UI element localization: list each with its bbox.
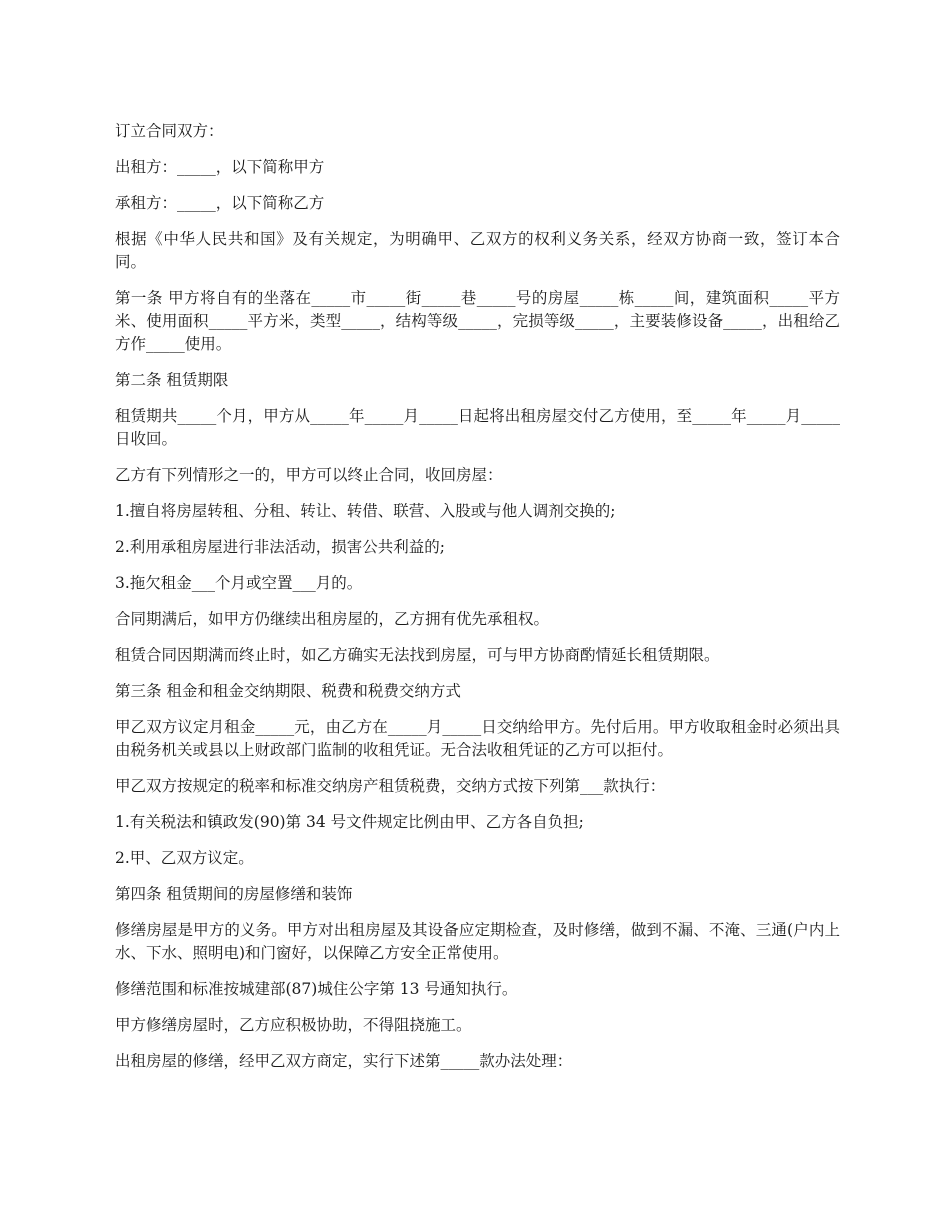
paragraph-article-1: 第一条 甲方将自有的坐落在_____市_____街_____巷_____号的房屋_____栋_____间，建筑面积_____平方米、使用面积_____平方米，类型_____，结构等级_____，完损等级_____，主要装修设备_____，出租给乙方作_____使用。 (115, 289, 840, 353)
paragraph-tax: 甲乙双方按规定的税率和标准交纳房产租赁税费，交纳方式按下列第___款执行： (115, 777, 666, 795)
paragraph-repair-scope: 修缮范围和标准按城建部(87)城住公字第 13 号通知执行。 (115, 980, 518, 998)
list-item-termination-1: 1.擅自将房屋转租、分租、转让、转借、联营、入股或与他人调剂交换的; (115, 502, 616, 520)
list-item-tax-1: 1.有关税法和镇政发(90)第 34 号文件规定比例由甲、乙方各自负担; (115, 813, 584, 831)
list-item-tax-2: 2.甲、乙双方议定。 (115, 849, 254, 867)
contract-body (115, 120, 840, 1086)
paragraph-rent: 甲乙双方议定月租金_____元，由乙方在_____月_____日交纳给甲方。先付后用。甲方收取租金时必须出具由税务机关或县以上财政部门监制的收租凭证。无合法收租凭证的乙方可以拒付。 (115, 718, 840, 759)
paragraph-extension: 租赁合同因期满而终止时，如乙方确实无法找到房屋，可与甲方协商酌情延长租赁期限。 (115, 646, 720, 664)
paragraph-priority-right: 合同期满后，如甲方仍继续出租房屋的，乙方拥有优先承租权。 (115, 610, 550, 628)
paragraph-lease-term: 租赁期共_____个月，甲方从_____年_____月_____日起将出租房屋交付乙方使用，至_____年_____月_____日收回。 (115, 407, 840, 448)
list-item-termination-2: 2.利用承租房屋进行非法活动，损害公共利益的; (115, 538, 446, 556)
paragraph-termination-intro: 乙方有下列情形之一的，甲方可以终止合同，收回房屋： (115, 466, 503, 484)
paragraph-parties-intro: 订立合同双方： (115, 122, 224, 140)
paragraph-preamble: 根据《中华人民共和国》及有关规定，为明确甲、乙双方的权利义务关系，经双方协商一致，签订本合同。 (115, 230, 840, 271)
heading-article-3: 第三条 租金和租金交纳期限、税费和税费交纳方式 (115, 682, 461, 700)
paragraph-lessor: 出租方：_____，以下简称甲方 (115, 158, 325, 176)
heading-article-2: 第二条 租赁期限 (115, 371, 229, 389)
heading-article-4: 第四条 租赁期间的房屋修缮和装饰 (115, 885, 353, 903)
paragraph-repair-duty: 修缮房屋是甲方的义务。甲方对出租房屋及其设备应定期检查，及时修缮，做到不漏、不淹、三通(户内上水、下水、照明电)和门窗好，以保障乙方安全正常使用。 (115, 921, 840, 962)
list-item-termination-3: 3.拖欠租金___个月或空置___月的。 (115, 574, 363, 592)
paragraph-repair-cooperation: 甲方修缮房屋时，乙方应积极协助，不得阻挠施工。 (115, 1016, 472, 1034)
paragraph-repair-method: 出租房屋的修缮，经甲乙双方商定，实行下述第_____款办法处理： (115, 1052, 573, 1070)
paragraph-lessee: 承租方：_____，以下简称乙方 (115, 194, 325, 212)
